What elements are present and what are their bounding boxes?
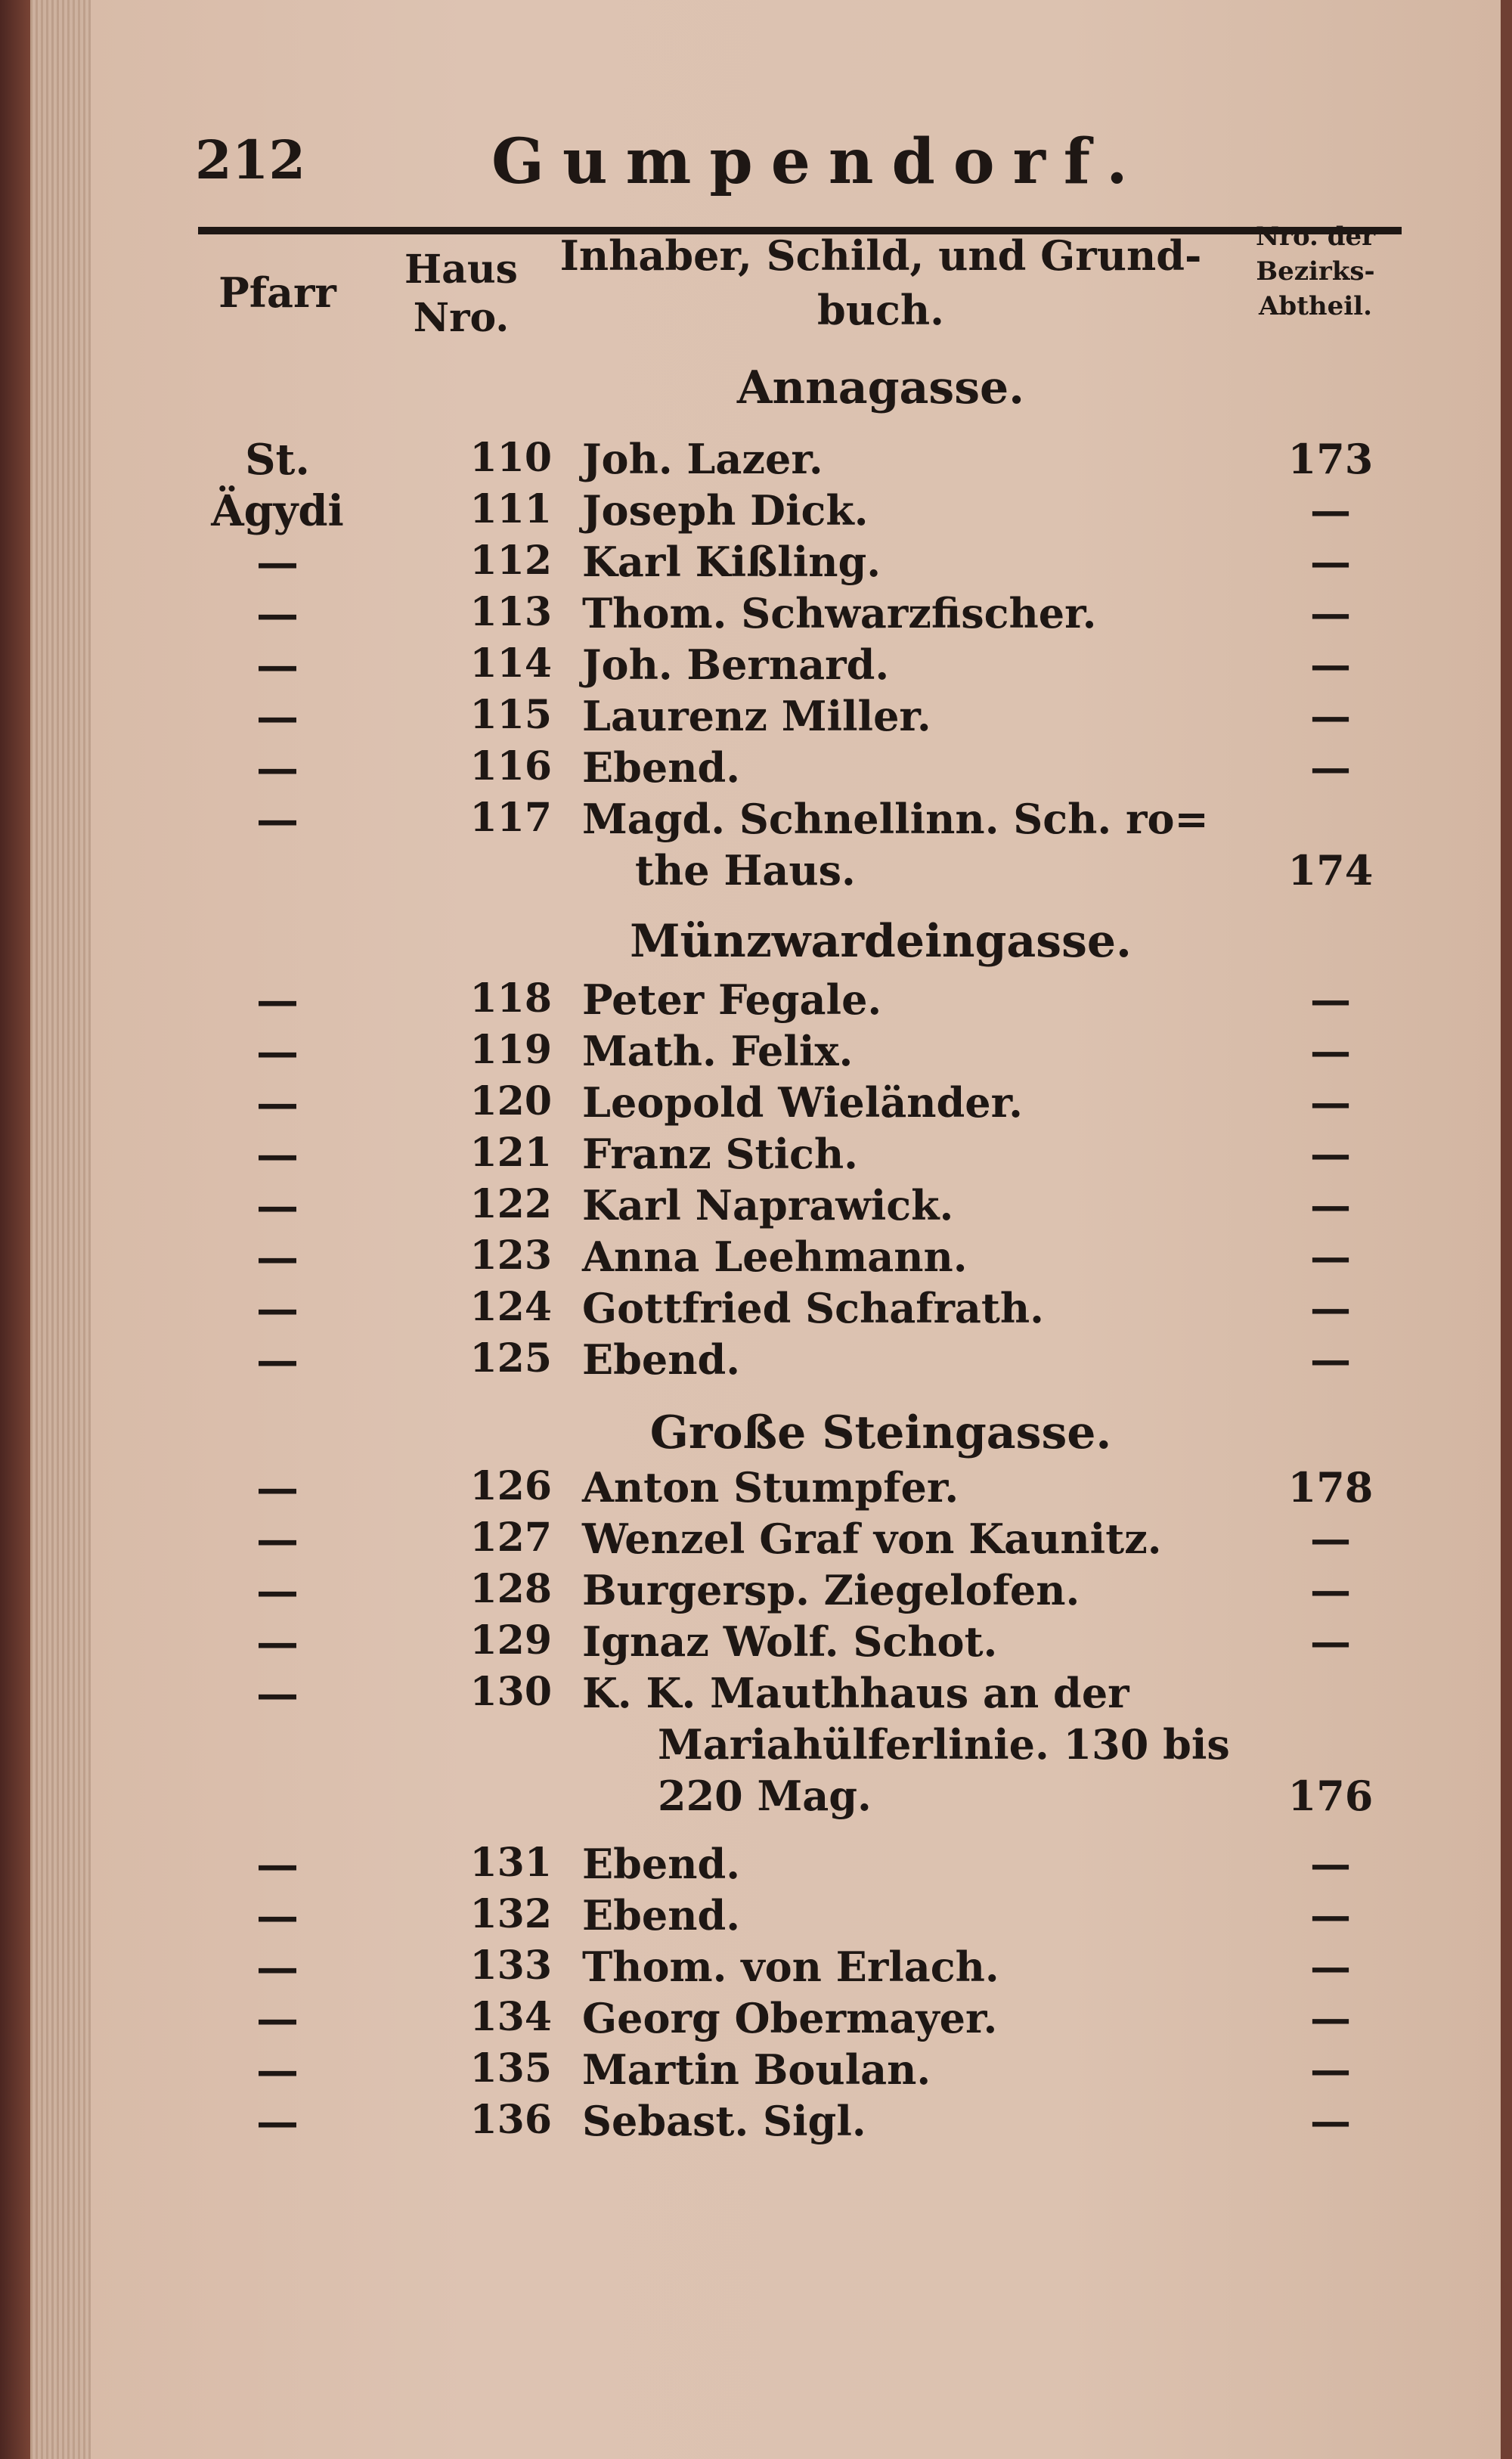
table-row [0, 1840, 1512, 1891]
pfarr-cell: — [256, 1994, 299, 2044]
house-number: 134 [469, 1994, 552, 2040]
owner-name: Ignaz Wolf. Schot. [582, 1617, 998, 1666]
street-heading: Große Steingasse. [649, 1406, 1112, 1459]
district-number: — [1310, 1943, 1351, 1991]
district-number: — [1310, 538, 1351, 586]
table-row [0, 1669, 1512, 1720]
pfarr-cell: — [256, 1463, 299, 1513]
table-row [0, 692, 1512, 743]
pfarr-cell: — [256, 1284, 299, 1334]
owner-name: K. K. Mauthhaus an der [582, 1669, 1129, 1717]
district-number: — [1310, 1840, 1351, 1888]
owner-name-continuation: Mariahülferlinie. 130 bis [658, 1720, 1230, 1769]
house-number: 121 [469, 1130, 552, 1176]
pfarr-cell: — [256, 1617, 299, 1667]
district-number: — [1310, 2097, 1351, 2145]
house-number: 133 [469, 1943, 552, 1989]
owner-name: Joh. Lazer. [582, 435, 823, 483]
district-number: — [1310, 1515, 1351, 1563]
district-number: — [1310, 1130, 1351, 1178]
owner-name: Joh. Bernard. [582, 640, 890, 689]
owner-name: Thom. von Erlach. [582, 1943, 999, 1991]
district-number: 176 [1287, 1772, 1374, 1820]
owner-name: Laurenz Miller. [582, 692, 931, 740]
house-number: 110 [469, 435, 552, 481]
pfarr-cell: — [256, 589, 299, 639]
district-number: — [1310, 1078, 1351, 1127]
pfarr-cell: — [256, 1891, 299, 1941]
house-number: 115 [469, 692, 552, 738]
house-number: 114 [469, 640, 552, 687]
owner-name: Math. Felix. [582, 1027, 854, 1075]
street-heading: Annagasse. [736, 361, 1025, 414]
district-number: — [1310, 1181, 1351, 1230]
house-number: 117 [469, 795, 552, 841]
owner-name: Sebast. Sigl. [582, 2097, 866, 2145]
house-number: 119 [469, 1027, 552, 1073]
house-number: 128 [469, 1566, 552, 1612]
district-number: — [1310, 1284, 1351, 1332]
table-row [0, 435, 1512, 486]
house-number: 136 [469, 2097, 552, 2143]
district-number: — [1310, 1891, 1351, 1940]
district-number: 173 [1287, 435, 1374, 483]
table-row [0, 538, 1512, 589]
table-row [0, 1994, 1512, 2045]
table-row [0, 1233, 1512, 1284]
district-number: — [1310, 2045, 1351, 2094]
house-number: 116 [469, 743, 552, 789]
pfarr-cell: — [256, 1840, 299, 1890]
table-row [0, 1078, 1512, 1130]
column-header-bezirks: Nro. der Bezirks- Abtheil. [1255, 222, 1376, 321]
pfarr-cell: — [256, 1566, 299, 1616]
owner-name-continuation: the Haus. [635, 846, 856, 895]
pfarr-cell: — [256, 1027, 299, 1077]
owner-name: Burgersp. Ziegelofen. [582, 1566, 1080, 1614]
district-number: — [1310, 1233, 1351, 1281]
pfarr-cell: — [256, 2045, 299, 2095]
pfarr-cell: — [256, 1233, 299, 1282]
pfarr-cell: St. [245, 435, 310, 485]
owner-name: Franz Stich. [582, 1130, 858, 1178]
owner-name: Ebend. [582, 1335, 741, 1384]
house-number: 113 [469, 589, 552, 635]
district-number: — [1310, 1335, 1351, 1384]
table-row [0, 640, 1512, 692]
table-row [0, 1891, 1512, 1943]
owner-name-continuation: 220 Mag. [658, 1772, 872, 1820]
pfarr-cell: — [256, 2097, 299, 2147]
table-row [0, 2045, 1512, 2097]
district-number: 178 [1287, 1463, 1374, 1512]
district-number: — [1310, 1566, 1351, 1614]
table-row [0, 1284, 1512, 1335]
pfarr-cell: — [256, 1335, 299, 1385]
district-number: — [1310, 975, 1351, 1024]
house-number: 131 [469, 1840, 552, 1886]
pfarr-cell: — [256, 975, 299, 1025]
owner-name: Georg Obermayer. [582, 1994, 998, 2042]
district-number: — [1310, 1027, 1351, 1075]
owner-name: Karl Kißling. [582, 538, 881, 586]
table-row [0, 589, 1512, 640]
house-number: 129 [469, 1617, 552, 1664]
owner-name: Karl Naprawick. [582, 1181, 954, 1230]
owner-name: Gottfried Schafrath. [582, 1284, 1044, 1332]
pfarr-cell: — [256, 1515, 299, 1564]
column-header-pfarr: Pfarr [218, 268, 336, 317]
column-header-haus-nro: Haus Nro. [404, 247, 518, 341]
district-number: — [1310, 692, 1351, 740]
pfarr-cell: — [256, 1669, 299, 1719]
house-number: 112 [469, 538, 552, 584]
house-number: 125 [469, 1335, 552, 1381]
district-number: — [1310, 640, 1351, 689]
table-row [0, 486, 1512, 538]
owner-name: Martin Boulan. [582, 2045, 931, 2094]
house-number: 123 [469, 1233, 552, 1279]
owner-name: Ebend. [582, 743, 741, 792]
table-row [0, 795, 1512, 846]
running-header [0, 113, 1512, 204]
owner-name: Anton Stumpfer. [582, 1463, 959, 1512]
house-number: 127 [469, 1515, 552, 1561]
owner-name: Peter Fegale. [582, 975, 882, 1024]
page-number: 212 [195, 129, 306, 191]
column-header-inhaber: Inhaber, Schild, und Grund- buch. [559, 231, 1202, 334]
pfarr-cell: — [256, 538, 299, 588]
owner-name: Leopold Wieländer. [582, 1078, 1023, 1127]
district-number: — [1310, 589, 1351, 637]
house-number: 120 [469, 1078, 552, 1124]
house-number: 111 [469, 486, 552, 532]
district-number: — [1310, 486, 1351, 535]
house-number: 130 [469, 1669, 552, 1715]
pfarr-cell: — [256, 1078, 299, 1128]
house-number: 126 [469, 1463, 552, 1509]
house-number: 135 [469, 2045, 552, 2092]
owner-name: Joseph Dick. [582, 486, 869, 535]
district-number: — [1310, 1617, 1351, 1666]
owner-name: Anna Leehmann. [582, 1233, 968, 1281]
pfarr-cell: — [256, 640, 299, 690]
table-row [0, 1335, 1512, 1387]
table-row [0, 1943, 1512, 1994]
table-row [0, 1617, 1512, 1669]
owner-name: Magd. Schnellinn. Sch. ro= [582, 795, 1209, 843]
pfarr-cell: — [256, 692, 299, 742]
pfarr-cell: — [256, 743, 299, 793]
house-number: 132 [469, 1891, 552, 1937]
table-row [0, 743, 1512, 795]
table-row [0, 1027, 1512, 1078]
table-row [0, 2097, 1512, 2148]
house-number: 118 [469, 975, 552, 1022]
table-row [0, 1181, 1512, 1233]
table-row [0, 1515, 1512, 1566]
owner-name: Ebend. [582, 1891, 741, 1940]
running-title: Gumpendorf. [491, 126, 1146, 198]
table-row [0, 1463, 1512, 1515]
district-number: — [1310, 743, 1351, 792]
house-number: 124 [469, 1284, 552, 1330]
pfarr-cell: — [256, 795, 299, 845]
table-row [0, 1130, 1512, 1181]
house-number: 122 [469, 1181, 552, 1227]
district-number: — [1310, 1994, 1351, 2042]
pfarr-cell: — [256, 1943, 299, 1992]
owner-name: Wenzel Graf von Kaunitz. [582, 1515, 1162, 1563]
table-row [0, 975, 1512, 1027]
district-number: 174 [1287, 846, 1374, 895]
owner-name: Ebend. [582, 1840, 741, 1888]
pfarr-cell: Ägydi [211, 486, 344, 536]
table-row [0, 1566, 1512, 1617]
owner-name: Thom. Schwarzfischer. [582, 589, 1097, 637]
pfarr-cell: — [256, 1130, 299, 1180]
pfarr-cell: — [256, 1181, 299, 1231]
street-heading: Münzwardeingasse. [630, 915, 1132, 968]
